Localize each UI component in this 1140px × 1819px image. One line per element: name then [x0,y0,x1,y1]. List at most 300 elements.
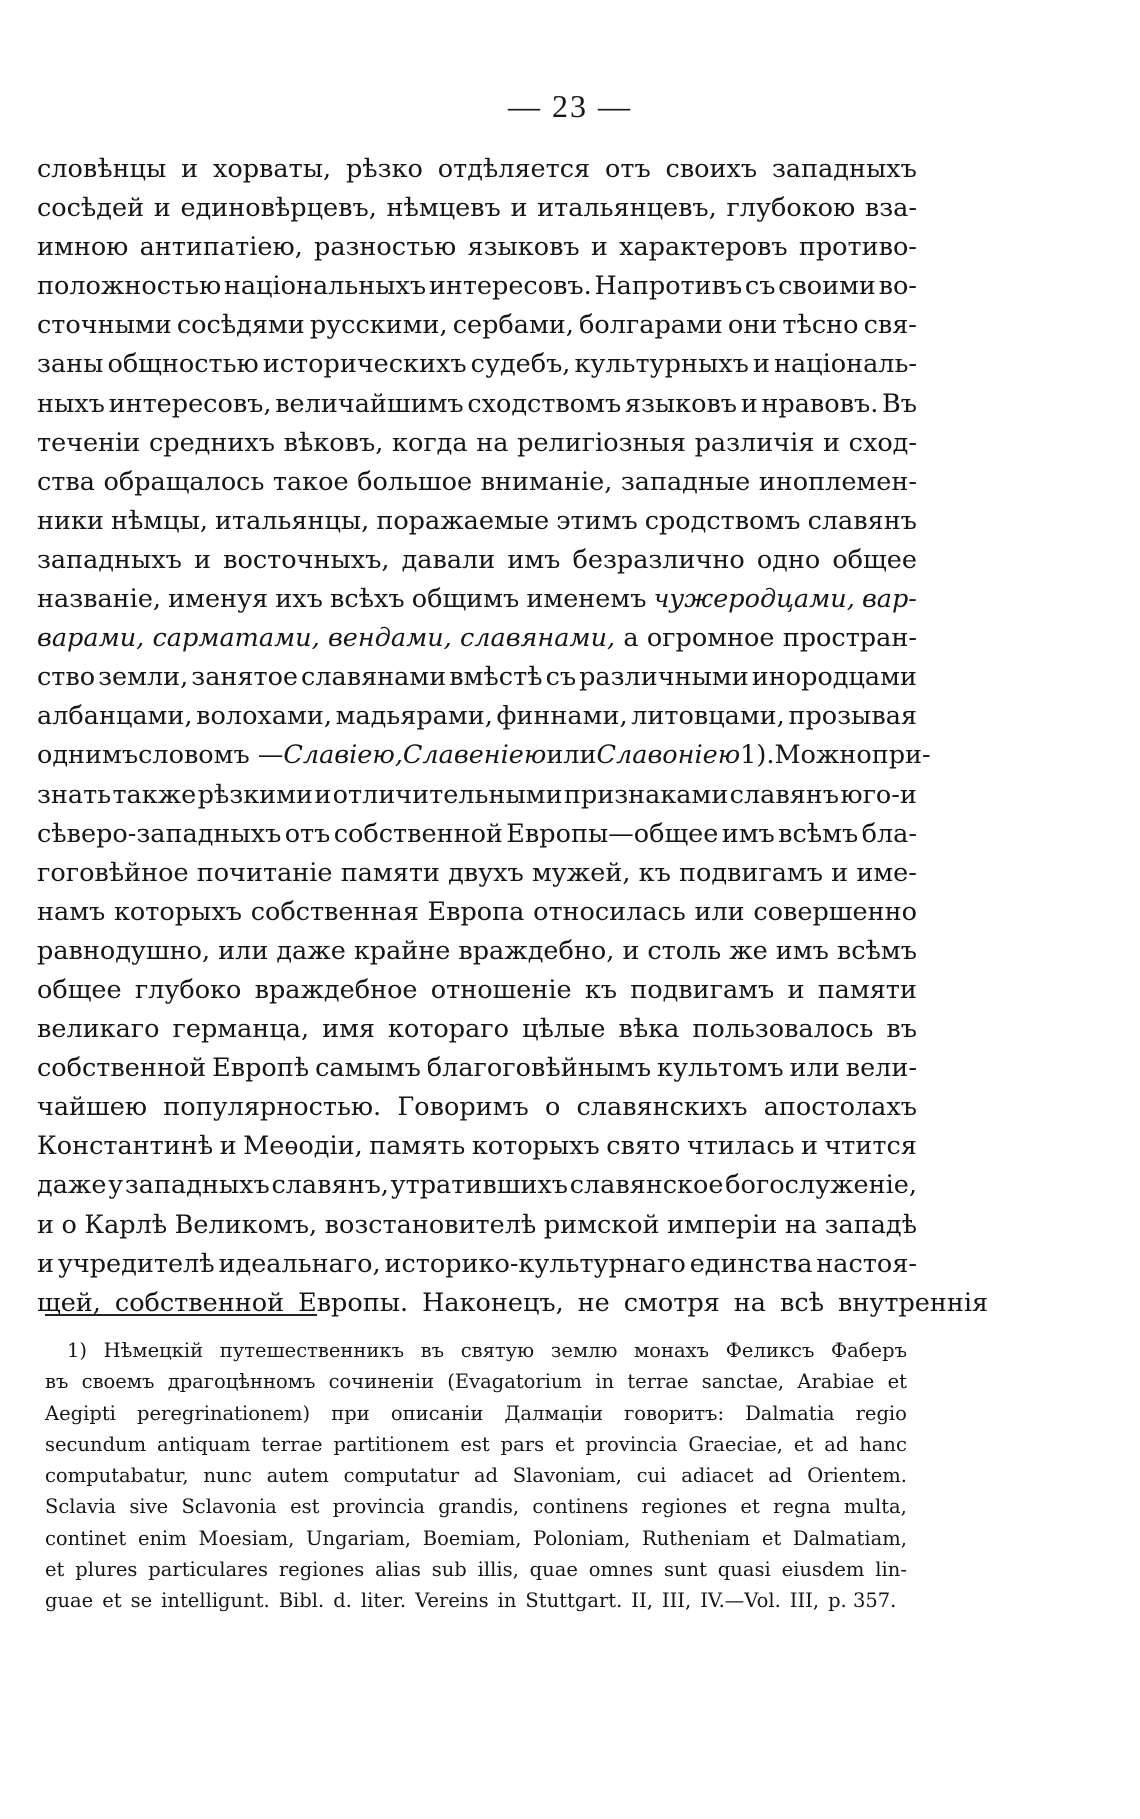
body-word: о [544,1092,561,1123]
body-word: всѣхъ [330,584,405,615]
footnote-word: въ [45,1370,69,1394]
footnote [45,1335,907,1617]
body-line [37,893,917,932]
body-word: при- [871,740,931,771]
body-word: богослуженіе, [725,1170,917,1201]
body-word: интересовъ. [428,271,592,302]
footnote-word: Фаберъ [831,1339,907,1362]
footnote-word: Slavoniam, [512,1464,622,1488]
body-word: цѣлые [522,1014,606,1045]
body-word: подвигамъ [630,974,775,1005]
body-word: пользовалось [692,1014,874,1045]
body-word: и [37,1209,54,1240]
body-word: теченіи [37,427,141,458]
body-word: среднихъ [148,427,275,458]
body-word: столь [647,935,722,966]
body-word: они [727,310,778,341]
body-word: тѣсно [782,310,859,341]
body-word: памяти [340,857,440,888]
body-word: имя [322,1014,375,1045]
footnote-word: adiacet [681,1464,754,1488]
body-word: отъ [604,154,651,184]
footnote-word: liter. [360,1589,407,1613]
body-word: западѣ [824,1209,917,1240]
body-word: глубоко [134,974,242,1005]
body-word: культурныхъ [574,349,749,380]
body-word: величайшимъ [275,388,464,419]
footnote-word: secundum [45,1432,147,1456]
body-word: этимъ [556,505,638,536]
body-word: Говоримъ [397,1092,529,1123]
body-word: о [61,1209,77,1240]
body-line [37,815,917,854]
body-word: культомъ [657,1053,784,1084]
body-word: сход- [848,427,917,458]
footnote-word: Sclavonia [181,1495,277,1519]
body-word: давали [401,544,496,575]
body-word: Константинѣ [37,1131,214,1162]
footnote-word: путешественникъ [219,1339,405,1362]
body-word: славянъ [807,505,917,536]
body-word: благоговѣйнымъ [426,1053,652,1084]
footnote-word: et [102,1589,122,1613]
body-word: самымъ [315,1053,421,1084]
body-word: историческихъ [262,349,467,380]
footnote-word: Arabiae [797,1370,875,1394]
body-word: не [577,1287,610,1318]
footnote-word: при [331,1401,370,1425]
body-word: противо- [798,232,917,263]
footnote-word: ad [824,1432,849,1456]
body-word: крайне [353,935,451,966]
body-word: почитаніе [196,857,333,888]
footnote-word: Нѣмецкій [103,1339,204,1362]
body-word: къ [638,857,671,888]
footnote-word: grandis, [438,1495,520,1519]
body-word: и [831,857,849,888]
body-word: на [784,1209,818,1240]
body-word: западныхъ [37,544,182,575]
body-word: занятое [191,662,299,693]
footnote-word: in [497,1589,517,1613]
body-word: свято [606,1131,681,1162]
body-word: а [623,623,639,654]
body-word: и [314,779,332,810]
body-word: вендами, [327,623,452,654]
body-word: и [787,974,805,1005]
footnote-word: et [555,1432,575,1456]
body-line [37,619,917,658]
body-word: большое [357,466,473,497]
body-word: ныхъ [37,388,105,419]
body-word: или [546,740,597,771]
body-word: религіозныя [517,427,686,458]
body-word: вниманіе, [480,466,613,497]
footnote-word: et [793,1432,814,1456]
footnote-line [45,1335,907,1366]
body-word: болгарами [578,310,723,341]
footnote-word: illis, [477,1558,519,1582]
body-word: на [733,1287,766,1318]
body-word: вар- [861,584,917,615]
footnote-word: d. [333,1589,352,1613]
footnote-divider [45,1314,317,1316]
body-word: собственной [333,818,503,849]
footnote-word: intelligunt. [161,1589,270,1613]
body-line [37,932,917,971]
body-word: Карлѣ [84,1209,168,1240]
body-word: когда [392,427,468,458]
body-word: сербами, [452,310,574,341]
body-line [37,1127,917,1166]
footnote-word: землю [550,1339,618,1362]
page-number: — 23 — [508,88,632,124]
body-word: историко-культурнаго [384,1248,686,1279]
body-word: итальянцы, [215,505,370,536]
body-word: враждебное [254,974,418,1005]
footnote-line [45,1491,907,1522]
footnote-word: sunt [663,1558,707,1582]
footnote-word: IV.—Vol. [700,1589,781,1613]
footnote-word: Sclavia [45,1495,117,1519]
body-word: германца, [172,1014,310,1045]
body-word: характеровъ [619,232,788,263]
footnote-word: computabatur, [45,1464,189,1488]
body-line [37,658,917,697]
body-word: однимъ [37,740,139,771]
body-word: ники [37,505,104,536]
body-word: своими [778,271,876,302]
body-word: и [153,193,171,224]
body-word: и [822,427,840,458]
body-word: вѣковъ, [283,427,384,458]
body-word: бла- [861,818,917,849]
body-word: равнодушно, [37,935,211,966]
footnote-word: Dalmatiam, [792,1526,907,1550]
body-line [37,306,917,345]
body-line [37,267,917,306]
footnote-line [45,1398,907,1429]
body-word: знать [37,779,112,810]
body-word: великаго [37,1014,160,1045]
footnote-word: guae [45,1589,94,1613]
body-word: славянами, [459,623,616,654]
body-word: Европы—общее [506,818,719,849]
body-line [37,1284,989,1323]
body-word: или [694,896,745,927]
body-word: общее [37,974,122,1005]
body-line [37,345,917,384]
body-word: общимъ [411,584,520,615]
body-word: варами, [37,623,145,654]
body-word: итальянцевъ, [537,193,717,224]
body-word: вѣка [618,1014,680,1045]
footnote-word: Bibl. [278,1589,325,1613]
body-word: единовѣрцевъ, [180,193,377,224]
body-word: относилась [533,896,686,927]
body-word: сродствомъ [644,505,801,536]
body-word: Европѣ [212,1053,310,1084]
body-word: заны [37,349,104,380]
body-word: одно [756,544,821,575]
footnote-word: Aegipti [45,1401,116,1425]
footnote-word: ad [768,1464,793,1488]
footnote-word: (Evagatorium [447,1370,583,1394]
body-word: сходствомъ [467,388,622,419]
body-word: рѣзко [345,154,423,184]
body-word: отъ [284,818,331,849]
body-word: съ [545,662,577,693]
body-line [37,1088,917,1127]
body-word: къ [584,974,617,1005]
body-word: Славоніею [596,740,741,771]
body-word: и [219,1131,237,1162]
body-word: учредителѣ [57,1248,215,1279]
body-word: щей, [37,1287,101,1318]
footnote-word: въ [420,1339,445,1362]
footnote-word: Vereins [415,1589,489,1613]
body-word: памяти [817,974,917,1005]
body-word: память [369,1131,466,1162]
body-word: также [112,779,197,810]
footnote-word: ad [473,1464,498,1488]
body-line [37,971,917,1010]
footnote-word: lin- [875,1558,907,1582]
footnote-word: et [887,1370,907,1394]
footnote-word: говоритъ: [624,1401,725,1425]
footnote-word: hanc [859,1432,907,1456]
body-word: нѣмцы, [110,505,208,536]
body-word: мужей, [531,857,631,888]
body-word: нравовъ. [761,388,879,419]
body-word: сосѣдями [176,310,305,341]
body-word: славянами [301,662,447,693]
body-word: всѣмъ [778,818,859,849]
footnote-word: cui [636,1464,667,1488]
body-word: и [622,935,640,966]
footnote-word: sive [129,1495,169,1519]
body-word: апостолахъ [763,1092,917,1123]
body-word: намъ [37,896,106,927]
body-word: поражаемые [376,505,550,536]
footnote-word: II, [631,1589,653,1613]
body-word: вмѣстѣ [449,662,543,693]
body-word: Великомъ, [174,1209,318,1240]
body-word: славянскихъ [576,1092,748,1123]
footnote-line [45,1366,907,1397]
footnote-word: Феликсъ [725,1339,815,1362]
footnote-word: et [45,1558,65,1582]
body-word: именуя [168,584,269,615]
body-word: совершенно [753,896,917,927]
body-word: и [194,544,212,575]
footnote-line [45,1554,907,1585]
body-line [37,463,917,502]
body-word: восточныхъ, [223,544,390,575]
footnote-word: quae [529,1558,578,1582]
body-word: имъ [721,818,775,849]
body-line [37,502,917,541]
body-word: подвигамъ [678,857,823,888]
body-word: утратившихъ [390,1170,568,1201]
body-word: Меѳодіи, [243,1131,363,1162]
body-word: котораго [388,1014,510,1045]
footnote-word: pars [500,1432,545,1456]
body-word: глубокою [726,193,856,224]
footnote-word: монахъ [634,1339,710,1362]
body-word: огромное [646,623,775,654]
footnote-word: Moesiam, [198,1526,295,1550]
body-line [37,697,917,736]
body-word: разностью [314,232,457,263]
body-word: во- [878,271,917,302]
footnote-word: provincia [585,1432,678,1456]
body-word: имперіи [667,1209,778,1240]
body-word: сточными [37,310,172,341]
footnote-word: III, [789,1589,820,1613]
body-word: всѣмъ [836,935,917,966]
body-line [37,776,917,815]
footnote-word: regiones [278,1558,365,1582]
body-word: Можно [774,740,872,771]
body-word: національ- [773,349,917,380]
body-word: языковъ [467,232,580,263]
body-word: единства [689,1248,813,1279]
body-line [37,736,931,775]
body-word: нѣмцевъ [386,193,501,224]
body-word: чайшею [37,1092,148,1123]
footnote-word: terrae [261,1432,323,1456]
body-word: всѣ [779,1287,824,1318]
footnote-line [45,1429,907,1460]
body-line [37,854,917,893]
body-word: Славіею, [283,740,403,771]
footnote-word: Ungariam, [306,1526,412,1550]
body-word: мадьярами, [335,701,493,732]
body-word: въ [886,1014,917,1045]
footnote-word: se [130,1589,153,1613]
body-word: возстановителѣ [324,1209,537,1240]
body-word: албанцами, [37,701,193,732]
body-word: гоговѣйное [37,857,189,888]
body-word: или [789,1053,840,1084]
body-word: Европы. [298,1287,409,1318]
body-word: славянское [569,1170,724,1201]
body-word: вза- [864,193,917,224]
body-word: популярностью. [163,1092,382,1123]
body-word: различія [694,427,815,458]
footnote-word: computatur [343,1464,460,1488]
body-line [37,228,917,267]
body-word: собственной [37,1053,207,1084]
body-word: имъ [775,935,829,966]
body-word: настоя- [816,1248,917,1279]
body-word: русскими, [309,310,448,341]
body-word: и [181,154,199,184]
body-line [37,1010,917,1049]
body-word: ства [37,466,95,497]
body-word: двухъ [448,857,524,888]
body-word: име- [856,857,917,888]
body-word: чтилась [686,1131,795,1162]
body-line [37,580,917,619]
body-word: чужеродцами, [653,584,855,615]
footnote-word: святую [460,1339,535,1362]
body-word: сарматами, [152,623,320,654]
body-word: волохами, [196,701,332,732]
body-word: сѣверо-западныхъ [37,818,282,849]
footnote-line [45,1585,907,1616]
body-word: и [37,1248,54,1279]
footnote-word: Stuttgart. [525,1589,623,1613]
body-word: иноплемен- [758,466,917,497]
footnote-word: et [740,1495,760,1519]
footnote-word: p. 357. [828,1589,897,1613]
footnote-word: in [595,1370,615,1394]
body-word: антипатіею, [139,232,303,263]
footnote-word: сочиненіи [328,1370,434,1394]
footnote-word: описаніи [390,1401,484,1425]
body-word: внутреннія [837,1287,989,1318]
body-line [37,541,917,580]
body-word: общее [832,544,917,575]
body-word: финнами, [496,701,628,732]
body-word: положностью [37,271,222,302]
body-word: смотря [623,1287,720,1318]
body-word: юго-и [840,779,917,810]
body-word: безразлично [572,544,745,575]
body-word: собственная [250,896,419,927]
footnote-word: continet [45,1526,127,1550]
body-word: и [752,349,770,380]
body-word: Наконецъ, [422,1287,564,1318]
body-line [37,424,917,463]
body-word: идеальнаго, [218,1248,381,1279]
body-word: отношеніе [430,974,572,1005]
body-word: римской [543,1209,660,1240]
footnote-word: regiones [641,1495,728,1519]
body-word: интересовъ, [108,388,272,419]
footnote-word: Dalmatia [745,1401,835,1425]
body-word: собственной [114,1287,285,1318]
footnote-word: regio [855,1401,907,1425]
body-word: на [476,427,509,458]
body-line [37,189,917,228]
footnote-word: драгоцѣнномъ [167,1370,316,1394]
body-word: различными [579,662,749,693]
body-word: вели- [845,1053,917,1084]
body-line [37,1049,917,1088]
body-word: Въ [881,388,917,419]
body-word: или [218,935,269,966]
footnote-word: nunc [203,1464,252,1488]
body-word: западныхъ [771,154,917,184]
body-word: словомъ — [138,740,284,771]
body-line [37,1206,917,1245]
body-word: западные [620,466,751,497]
body-word: инородцами [751,662,917,693]
footnote-word: terrae [627,1370,689,1394]
footnote-word: et [761,1526,782,1550]
footnote-word: regna [773,1495,831,1519]
footnote-word: continens [532,1495,629,1519]
footnote-word: multa, [843,1495,907,1519]
body-word: 1). [740,740,775,771]
body-word: языковъ [624,388,738,419]
body-line [37,1166,917,1205]
body-word: и [590,232,608,263]
body-word: и [510,193,528,224]
